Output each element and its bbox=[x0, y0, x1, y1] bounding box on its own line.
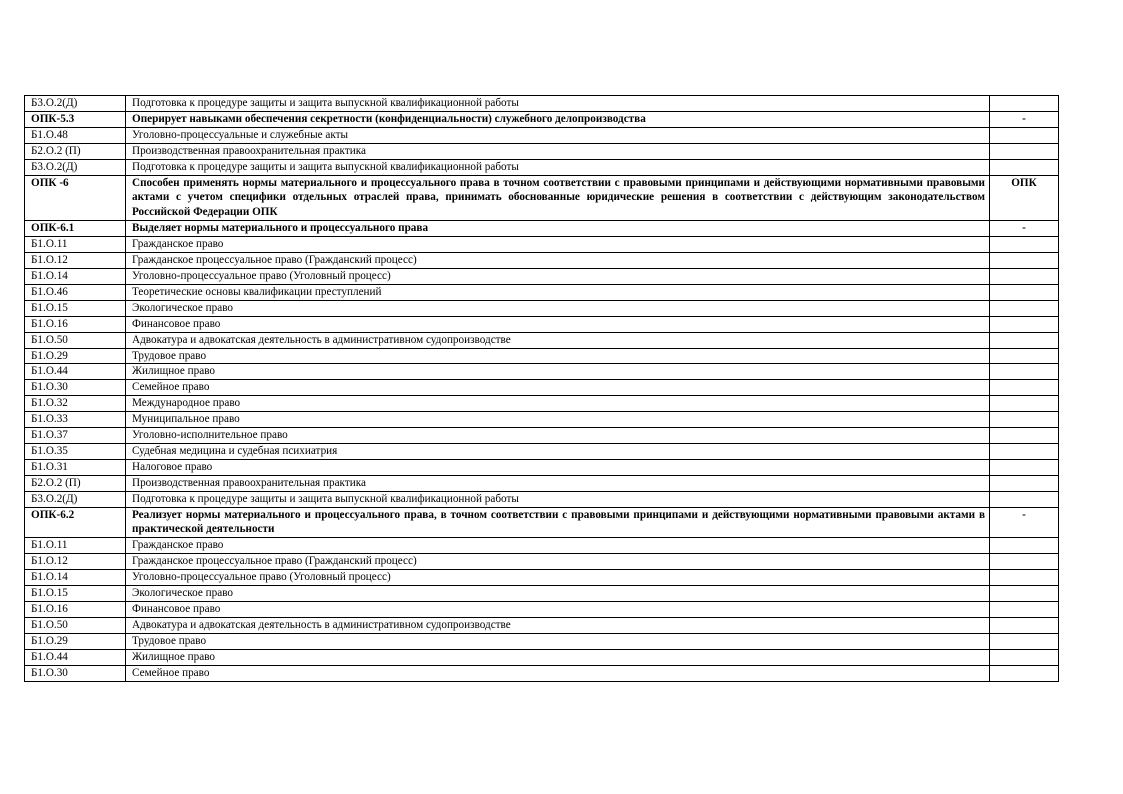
discipline-code: Б1.О.15 bbox=[25, 586, 126, 602]
discipline-code: Б1.О.11 bbox=[25, 237, 126, 253]
mark-cell bbox=[990, 412, 1059, 428]
mark-cell bbox=[990, 316, 1059, 332]
discipline-row bbox=[25, 96, 1059, 112]
discipline-code: Б1.О.16 bbox=[25, 316, 126, 332]
discipline-code: Б1.О.14 bbox=[25, 268, 126, 284]
discipline-name: Экологическое право bbox=[126, 586, 990, 602]
discipline-code: Б1.О.31 bbox=[25, 459, 126, 475]
discipline-row bbox=[25, 300, 1059, 316]
discipline-name: Гражданское процессуальное право (Гражданский процесс) bbox=[126, 253, 990, 269]
mark-cell bbox=[990, 617, 1059, 633]
discipline-row bbox=[25, 268, 1059, 284]
mark-cell bbox=[990, 459, 1059, 475]
discipline-name: Финансовое право bbox=[126, 602, 990, 618]
discipline-row bbox=[25, 396, 1059, 412]
discipline-row bbox=[25, 570, 1059, 586]
mark-cell bbox=[990, 586, 1059, 602]
discipline-row bbox=[25, 491, 1059, 507]
discipline-code: Б1.О.30 bbox=[25, 380, 126, 396]
discipline-code: Б1.О.14 bbox=[25, 570, 126, 586]
mark-cell: - bbox=[990, 221, 1059, 237]
mark-cell bbox=[990, 300, 1059, 316]
discipline-row bbox=[25, 617, 1059, 633]
discipline-name: Трудовое право bbox=[126, 633, 990, 649]
competence-matrix-table bbox=[24, 95, 1059, 682]
discipline-name: Уголовно-процессуальное право (Уголовный процесс) bbox=[126, 570, 990, 586]
discipline-code: Б2.О.2 (П) bbox=[25, 475, 126, 491]
discipline-row bbox=[25, 237, 1059, 253]
discipline-code: Б1.О.15 bbox=[25, 300, 126, 316]
mark-cell bbox=[990, 96, 1059, 112]
discipline-row bbox=[25, 538, 1059, 554]
mark-cell bbox=[990, 237, 1059, 253]
discipline-name: Адвокатура и адвокатская деятельность в административном судопроизводстве bbox=[126, 332, 990, 348]
discipline-name: Гражданское право bbox=[126, 538, 990, 554]
discipline-row bbox=[25, 586, 1059, 602]
discipline-name: Подготовка к процедуре защиты и защита выпускной квалификационной работы bbox=[126, 96, 990, 112]
discipline-name: Финансовое право bbox=[126, 316, 990, 332]
mark-cell bbox=[990, 284, 1059, 300]
discipline-name: Подготовка к процедуре защиты и защита выпускной квалификационной работы bbox=[126, 491, 990, 507]
discipline-row bbox=[25, 127, 1059, 143]
mark-cell bbox=[990, 380, 1059, 396]
competence-code: ОПК-6.2 bbox=[25, 507, 126, 538]
discipline-name: Жилищное право bbox=[126, 649, 990, 665]
discipline-row bbox=[25, 554, 1059, 570]
discipline-name: Муниципальное право bbox=[126, 412, 990, 428]
discipline-row bbox=[25, 649, 1059, 665]
discipline-code: Б1.О.33 bbox=[25, 412, 126, 428]
discipline-row bbox=[25, 412, 1059, 428]
mark-cell: - bbox=[990, 111, 1059, 127]
mark-cell bbox=[990, 602, 1059, 618]
discipline-code: Б1.О.12 bbox=[25, 253, 126, 269]
discipline-name: Налоговое право bbox=[126, 459, 990, 475]
discipline-name: Теоретические основы квалификации преступлений bbox=[126, 284, 990, 300]
discipline-code: Б3.О.2(Д) bbox=[25, 159, 126, 175]
mark-cell bbox=[990, 268, 1059, 284]
discipline-row bbox=[25, 443, 1059, 459]
discipline-name: Производственная правоохранительная практика bbox=[126, 475, 990, 491]
mark-cell: ОПК bbox=[990, 175, 1059, 221]
discipline-row bbox=[25, 253, 1059, 269]
discipline-code: Б1.О.16 bbox=[25, 602, 126, 618]
mark-cell bbox=[990, 554, 1059, 570]
discipline-name: Уголовно-процессуальные и служебные акты bbox=[126, 127, 990, 143]
mark-cell bbox=[990, 570, 1059, 586]
discipline-row bbox=[25, 665, 1059, 681]
competence-description: Способен применять нормы материального и процессуального права в точном соответствии с правовыми принципами и действующими нормативными правовыми актами с учетом специфики отдельных отраслей права, принимать обоснованные юридические решения в соответствии с действующим законодательством Российской Федерации ОПК bbox=[126, 175, 990, 221]
discipline-code: Б1.О.50 bbox=[25, 332, 126, 348]
discipline-row bbox=[25, 475, 1059, 491]
discipline-code: Б1.О.11 bbox=[25, 538, 126, 554]
discipline-code: Б3.О.2(Д) bbox=[25, 491, 126, 507]
mark-cell bbox=[990, 649, 1059, 665]
discipline-code: Б1.О.29 bbox=[25, 348, 126, 364]
discipline-row bbox=[25, 602, 1059, 618]
discipline-code: Б1.О.30 bbox=[25, 665, 126, 681]
mark-cell bbox=[990, 665, 1059, 681]
discipline-name: Уголовно-процессуальное право (Уголовный процесс) bbox=[126, 268, 990, 284]
competence-row bbox=[25, 111, 1059, 127]
discipline-code: Б2.О.2 (П) bbox=[25, 143, 126, 159]
discipline-name: Семейное право bbox=[126, 380, 990, 396]
discipline-row bbox=[25, 159, 1059, 175]
discipline-name: Судебная медицина и судебная психиатрия bbox=[126, 443, 990, 459]
mark-cell bbox=[990, 538, 1059, 554]
mark-cell bbox=[990, 143, 1059, 159]
discipline-row bbox=[25, 332, 1059, 348]
discipline-row bbox=[25, 348, 1059, 364]
discipline-row bbox=[25, 284, 1059, 300]
mark-cell bbox=[990, 253, 1059, 269]
competence-row bbox=[25, 175, 1059, 221]
discipline-code: Б3.О.2(Д) bbox=[25, 96, 126, 112]
discipline-code: Б1.О.29 bbox=[25, 633, 126, 649]
discipline-row bbox=[25, 143, 1059, 159]
discipline-row bbox=[25, 428, 1059, 444]
mark-cell bbox=[990, 364, 1059, 380]
mark-cell bbox=[990, 443, 1059, 459]
mark-cell bbox=[990, 428, 1059, 444]
competence-description: Реализует нормы материального и процессуального права, в точном соответствии с правовыми принципами и действующими нормативными правовыми актами в практической деятельности bbox=[126, 507, 990, 538]
competence-matrix-body bbox=[25, 96, 1059, 682]
discipline-row bbox=[25, 633, 1059, 649]
mark-cell bbox=[990, 332, 1059, 348]
discipline-name: Производственная правоохранительная практика bbox=[126, 143, 990, 159]
competence-code: ОПК-5.3 bbox=[25, 111, 126, 127]
competence-description: Выделяет нормы материального и процессуального права bbox=[126, 221, 990, 237]
mark-cell: - bbox=[990, 507, 1059, 538]
discipline-code: Б1.О.37 bbox=[25, 428, 126, 444]
discipline-name: Международное право bbox=[126, 396, 990, 412]
discipline-name: Подготовка к процедуре защиты и защита выпускной квалификационной работы bbox=[126, 159, 990, 175]
discipline-name: Трудовое право bbox=[126, 348, 990, 364]
discipline-name: Жилищное право bbox=[126, 364, 990, 380]
mark-cell bbox=[990, 396, 1059, 412]
discipline-code: Б1.О.32 bbox=[25, 396, 126, 412]
competence-row bbox=[25, 507, 1059, 538]
discipline-name: Адвокатура и адвокатская деятельность в административном судопроизводстве bbox=[126, 617, 990, 633]
mark-cell bbox=[990, 633, 1059, 649]
competence-code: ОПК -6 bbox=[25, 175, 126, 221]
mark-cell bbox=[990, 159, 1059, 175]
discipline-name: Семейное право bbox=[126, 665, 990, 681]
competence-row bbox=[25, 221, 1059, 237]
discipline-code: Б1.О.46 bbox=[25, 284, 126, 300]
mark-cell bbox=[990, 491, 1059, 507]
discipline-code: Б1.О.44 bbox=[25, 649, 126, 665]
mark-cell bbox=[990, 348, 1059, 364]
discipline-row bbox=[25, 380, 1059, 396]
discipline-row bbox=[25, 459, 1059, 475]
competence-description: Оперирует навыками обеспечения секретности (конфиденциальности) служебного делопроизводства bbox=[126, 111, 990, 127]
discipline-code: Б1.О.35 bbox=[25, 443, 126, 459]
mark-cell bbox=[990, 127, 1059, 143]
discipline-row bbox=[25, 364, 1059, 380]
discipline-name: Гражданское право bbox=[126, 237, 990, 253]
competence-code: ОПК-6.1 bbox=[25, 221, 126, 237]
discipline-code: Б1.О.48 bbox=[25, 127, 126, 143]
mark-cell bbox=[990, 475, 1059, 491]
discipline-row bbox=[25, 316, 1059, 332]
discipline-code: Б1.О.50 bbox=[25, 617, 126, 633]
discipline-name: Гражданское процессуальное право (Гражданский процесс) bbox=[126, 554, 990, 570]
discipline-code: Б1.О.12 bbox=[25, 554, 126, 570]
discipline-name: Уголовно-исполнительное право bbox=[126, 428, 990, 444]
discipline-name: Экологическое право bbox=[126, 300, 990, 316]
discipline-code: Б1.О.44 bbox=[25, 364, 126, 380]
